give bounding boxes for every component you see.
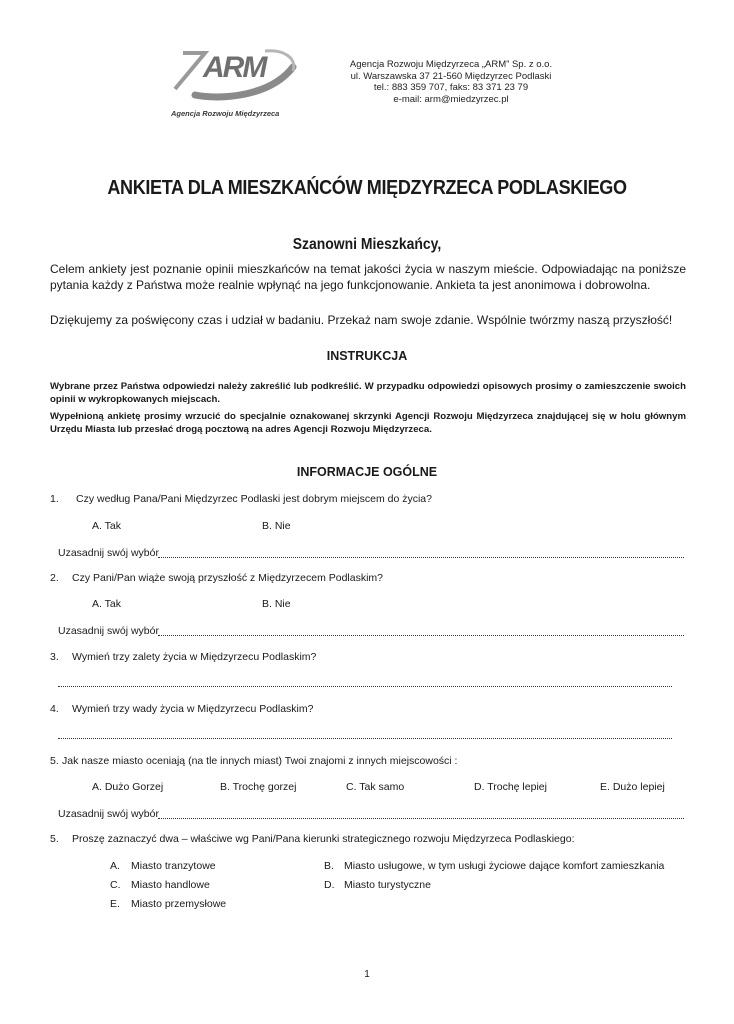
question-2-answer-line[interactable]: [158, 635, 684, 636]
question-5-number: 5.: [50, 755, 59, 767]
question-2-option-b[interactable]: B. Nie: [262, 598, 291, 610]
question-5-option-a[interactable]: A. Dużo Gorzej: [92, 781, 164, 793]
question-6-option-e-text[interactable]: Miasto przemysłowe: [131, 898, 227, 910]
instruction-paragraph-2: Wypełnioną ankietę prosimy wrzucić do specjalnie oznakowanej skrzynki Agencji Rozwoju Międzyrzeca znajdującej się w holu głównym Urzędu Miasta lub przesłać drogą pocztową na adres Agencji Rozwoju Międzyrzeca.: [50, 411, 686, 435]
question-2-justify-label: Uzasadnij swój wybór: [58, 625, 159, 637]
question-3-answer-line[interactable]: [58, 686, 672, 687]
question-6-option-d-letter[interactable]: D.: [324, 879, 335, 891]
document-title: ANKIETA DLA MIESZKAŃCÓW MIĘDZYRZECA PODLASKIEGO: [107, 176, 627, 199]
question-4-text: Wymień trzy wady życia w Międzyrzecu Podlaskim?: [72, 703, 314, 715]
question-6-option-a-letter[interactable]: A.: [110, 860, 120, 872]
question-1-text: Czy według Pana/Pani Międzyrzec Podlaski jest dobrym miejscem do życia?: [76, 493, 432, 505]
question-5-option-b[interactable]: B. Trochę gorzej: [220, 781, 297, 793]
question-6-option-c-letter[interactable]: C.: [110, 879, 121, 891]
intro-paragraph-1: Celem ankiety jest poznanie opinii mieszkańców na temat jakości życia w naszym mieście. Odpowiadając na poniższe pytania każdy z Państwa może realnie wpłynąć na jego funkcjonowanie. Ankieta ta jest anonimowa i dobrowolna.: [50, 262, 686, 292]
intro-paragraph-2: Dziękujemy za poświęcony czas i udział w badaniu. Przekaż nam swoje zdanie. Wspólnie twórzmy naszą przyszłość!: [50, 313, 673, 327]
contact-email: e-mail: arm@miedzyrzec.pl: [393, 93, 509, 105]
contact-company: Agencja Rozwoju Międzyrzeca „ARM” Sp. z o.o.: [349, 59, 553, 70]
contact-phone: tel.: 883 359 707, faks: 83 371 23 79: [373, 82, 529, 93]
contact-block: [326, 59, 576, 105]
question-3-text: Wymień trzy zalety życia w Międzyrzecu Podlaskim?: [72, 651, 317, 663]
question-6-option-e-letter[interactable]: E.: [110, 898, 120, 910]
question-1-justify-label: Uzasadnij swój wybór: [58, 547, 159, 559]
general-heading: INFORMACJE OGÓLNE: [296, 465, 438, 479]
contact-address: ul. Warszawska 37 21-560 Międzyrzec Podlaski: [350, 70, 552, 82]
greeting: Szanowni Mieszkańcy,: [292, 236, 442, 253]
question-5-option-d[interactable]: D. Trochę lepiej: [474, 781, 547, 793]
question-2-option-a[interactable]: A. Tak: [92, 598, 121, 610]
instruction-heading: INSTRUKCJA: [326, 349, 408, 363]
arm-logo: [165, 45, 305, 127]
question-6-text: Proszę zaznaczyć dwa – właściwe wg Pani/Pana kierunki strategicznego rozwoju Międzyrzeca Podlaskiego:: [72, 833, 575, 845]
question-6-number: 5.: [50, 833, 59, 845]
question-5-text: Jak nasze miasto oceniają (na tle innych miast) Twoi znajomi z innych miejscowości :: [62, 755, 458, 767]
question-1-option-b[interactable]: B. Nie: [262, 520, 291, 532]
logo-caption: Agencja Rozwoju Międzyrzeca: [171, 109, 280, 118]
question-5-answer-line[interactable]: [158, 818, 684, 819]
question-6-option-b-letter[interactable]: B.: [324, 860, 334, 872]
question-4-number: 4.: [50, 703, 59, 715]
question-6-option-b-text[interactable]: Miasto usługowe, w tym usługi życiowe dające komfort zamieszkania: [344, 860, 665, 872]
page-number: 1: [364, 969, 370, 980]
question-6-option-c-text[interactable]: Miasto handlowe: [131, 879, 210, 891]
question-3-number: 3.: [50, 651, 59, 663]
question-1-answer-line[interactable]: [158, 557, 684, 558]
question-6-option-a-text[interactable]: Miasto tranzytowe: [131, 860, 216, 872]
instruction-paragraph-1: Wybrane przez Państwa odpowiedzi należy zakreślić lub podkreślić. W przypadku odpowiedzi opisowych prosimy o zamieszczenie swoich opinii w wykropkowanych miejscach.: [50, 381, 686, 405]
question-5-justify-label: Uzasadnij swój wybór: [58, 808, 159, 820]
question-2-number: 2.: [50, 572, 59, 584]
question-5-option-c[interactable]: C. Tak samo: [346, 781, 405, 793]
question-4-answer-line[interactable]: [58, 738, 672, 739]
question-1-option-a[interactable]: A. Tak: [92, 520, 121, 532]
question-2-text: Czy Pani/Pan wiąże swoją przyszłość z Międzyrzecem Podlaskim?: [72, 572, 384, 584]
question-5-option-e[interactable]: E. Dużo lepiej: [600, 781, 665, 793]
logo-wordmark: ARM: [203, 51, 266, 84]
question-1-number: 1.: [50, 493, 59, 505]
question-6-option-d-text[interactable]: Miasto turystyczne: [344, 879, 431, 891]
